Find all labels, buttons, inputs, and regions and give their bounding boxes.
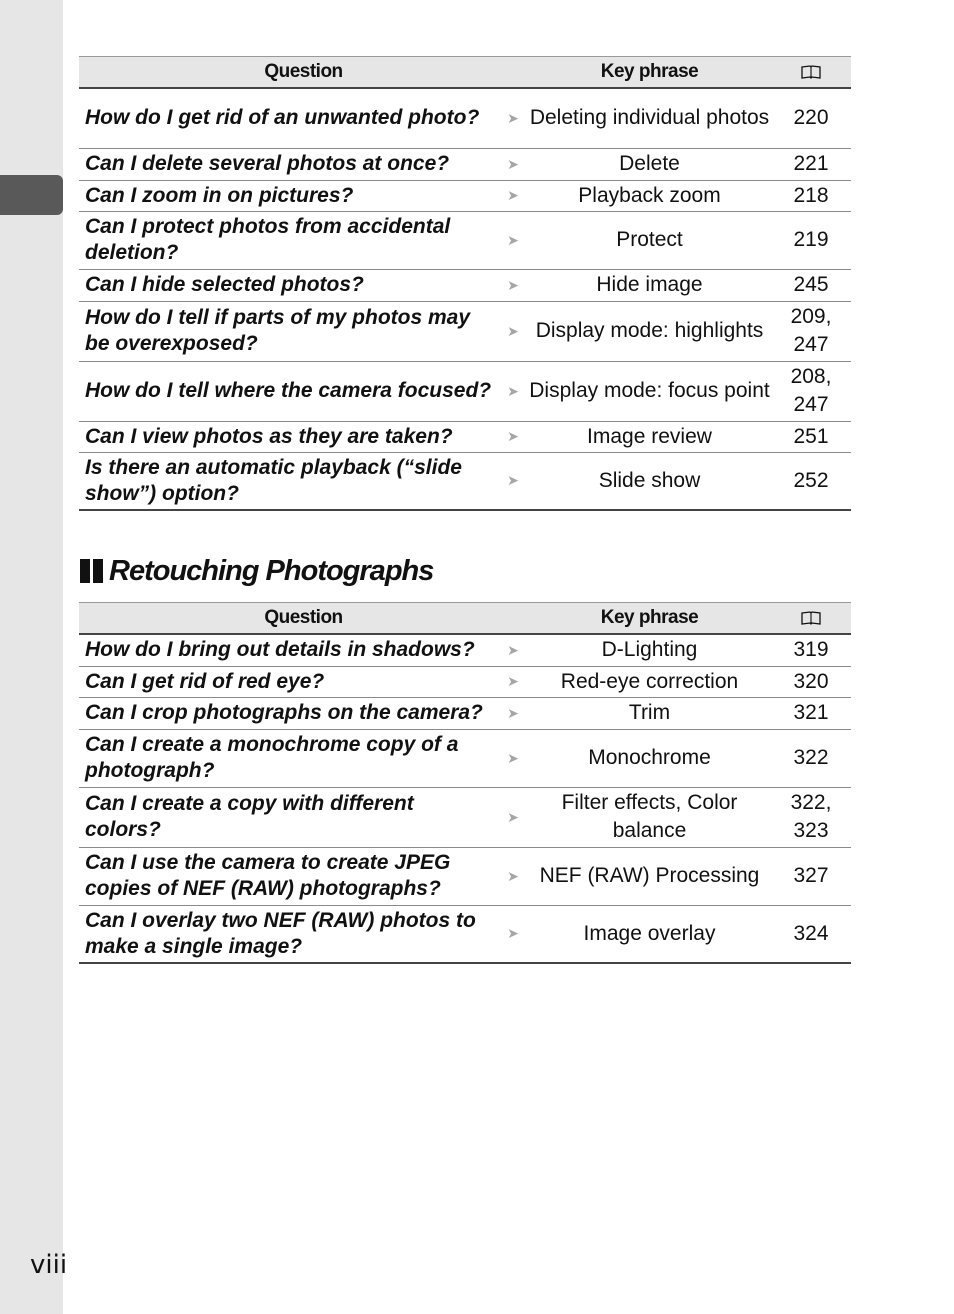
section-heading [80,553,433,589]
row-question: Can I create a copy with different colors? [79,787,498,847]
table-row [79,88,851,148]
section-title: Retouching Photographs [109,554,434,587]
arrow-icon: ➤ [498,269,528,301]
row-key-phrase: Slide show [528,452,771,510]
header-key-phrase: Key phrase [528,57,771,89]
header-page [771,603,851,635]
faq-table-retouching [79,602,851,964]
row-page: 322 [771,729,851,787]
page-number: viii [30,1250,68,1280]
row-page: 245 [771,269,851,301]
table-row [79,634,851,666]
row-key-phrase: D-Lighting [528,634,771,666]
row-key-phrase: Image review [528,421,771,452]
table-row [79,729,851,787]
faq-table-playback [79,56,851,511]
row-page: 327 [771,847,851,905]
arrow-icon: ➤ [498,847,528,905]
row-question: Can I view photos as they are taken? [79,421,498,452]
arrow-icon: ➤ [498,729,528,787]
row-question: How do I get rid of an unwanted photo? [79,88,498,148]
row-page: 322, 323 [771,787,851,847]
row-question: Can I delete several photos at once? [79,148,498,180]
table-row [79,211,851,269]
table-row [79,697,851,729]
arrow-icon: ➤ [498,88,528,148]
row-question: Can I crop photographs on the camera? [79,697,498,729]
row-page: 320 [771,666,851,697]
row-question: Is there an automatic playback (“slide show”) option? [79,452,498,510]
row-page: 218 [771,180,851,211]
row-key-phrase: Red-eye correction [528,666,771,697]
row-key-phrase: Playback zoom [528,180,771,211]
arrow-icon: ➤ [498,148,528,180]
section-marker-icon [80,559,103,583]
row-question: Can I create a monochrome copy of a photograph? [79,729,498,787]
row-question: How do I tell where the camera focused? [79,361,498,421]
row-question: How do I tell if parts of my photos may be overexposed? [79,301,498,361]
row-key-phrase: Hide image [528,269,771,301]
arrow-icon: ➤ [498,211,528,269]
arrow-icon: ➤ [498,787,528,847]
row-question: Can I get rid of red eye? [79,666,498,697]
row-page: 221 [771,148,851,180]
row-page: 252 [771,452,851,510]
header-question: Question [79,603,528,635]
table-row [79,452,851,510]
row-key-phrase: Protect [528,211,771,269]
row-key-phrase: Filter effects, Color balance [528,787,771,847]
arrow-icon: ➤ [498,452,528,510]
table-row [79,301,851,361]
chapter-tab [0,175,63,215]
row-page: 209, 247 [771,301,851,361]
table-row [79,421,851,452]
row-key-phrase: Delete [528,148,771,180]
arrow-icon: ➤ [498,180,528,211]
row-key-phrase: Image overlay [528,905,771,963]
table-row [79,787,851,847]
arrow-icon: ➤ [498,666,528,697]
arrow-icon: ➤ [498,361,528,421]
header-key-phrase: Key phrase [528,603,771,635]
row-question: Can I overlay two NEF (RAW) photos to make a single image? [79,905,498,963]
table-row [79,148,851,180]
row-key-phrase: Deleting individual photos [528,88,771,148]
header-page [771,57,851,89]
row-question: Can I hide selected photos? [79,269,498,301]
row-question: Can I protect photos from accidental deletion? [79,211,498,269]
arrow-icon: ➤ [498,697,528,729]
row-question: Can I use the camera to create JPEG copies of NEF (RAW) photographs? [79,847,498,905]
table-row [79,269,851,301]
row-page: 220 [771,88,851,148]
row-page: 208, 247 [771,361,851,421]
row-key-phrase: Display mode: highlights [528,301,771,361]
row-page: 324 [771,905,851,963]
row-key-phrase: NEF (RAW) Processing [528,847,771,905]
table-row [79,666,851,697]
row-page: 321 [771,697,851,729]
header-question: Question [79,57,528,89]
table-row [79,847,851,905]
row-question: Can I zoom in on pictures? [79,180,498,211]
table-row [79,180,851,211]
row-question: How do I bring out details in shadows? [79,634,498,666]
row-page: 319 [771,634,851,666]
row-page: 251 [771,421,851,452]
table-row [79,361,851,421]
row-key-phrase: Trim [528,697,771,729]
row-key-phrase: Monochrome [528,729,771,787]
arrow-icon: ➤ [498,905,528,963]
row-page: 219 [771,211,851,269]
book-icon [801,65,821,79]
table-row [79,905,851,963]
book-icon [801,611,821,625]
arrow-icon: ➤ [498,634,528,666]
row-key-phrase: Display mode: focus point [528,361,771,421]
arrow-icon: ➤ [498,421,528,452]
arrow-icon: ➤ [498,301,528,361]
